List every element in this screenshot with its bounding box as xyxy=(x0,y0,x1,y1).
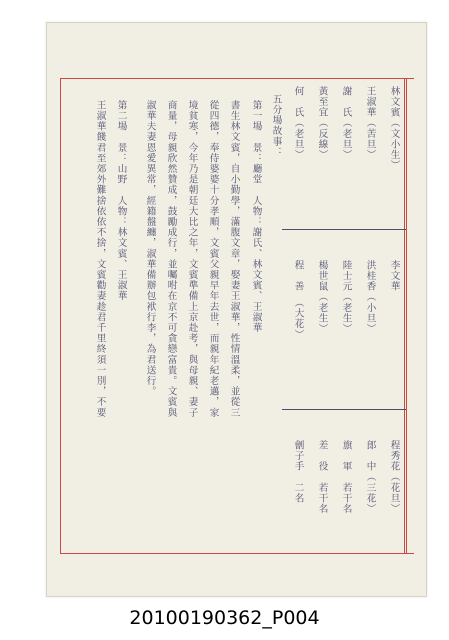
cast-entry: 王淑華（苦旦） xyxy=(364,86,376,161)
cast-entry: 旗 軍 若干名 xyxy=(340,440,352,515)
cast-entry: 謝 氏（老旦） xyxy=(340,86,352,161)
cast-divider-lower xyxy=(282,409,406,410)
scene1-line: 境貧寒，今年乃是朝廷大比之年，文賓準備上京赴考，與母親、妻子 xyxy=(186,100,198,418)
section-title: 五分場故事： xyxy=(270,94,282,158)
cast-entry: 程秀花（花旦） xyxy=(388,440,400,515)
scene1-line: 書生林文賓，自小勤學，滿腹文章，娶妻王淑華，性情溫柔，並從三 xyxy=(228,100,240,418)
cast-entry: 黃至宜（反線） xyxy=(316,86,328,161)
scene1-line: 淑華夫妻恩愛異常，經籍盤纏，淑華備辦包袱行李，為君送行。 xyxy=(144,100,156,397)
cast-entry: 劊子手 二名 xyxy=(292,440,304,504)
scene1-header: 第一場 景：廳堂 人物：謝氏、林文賓、王淑華 xyxy=(250,100,262,334)
image-caption: 20100190362_P004 xyxy=(129,607,320,629)
cast-divider-upper xyxy=(282,229,406,230)
cast-entry: 差 役 若干名 xyxy=(316,440,328,515)
cast-entry: 洪桂香（小旦） xyxy=(364,260,376,335)
cast-entry: 楊世鼠（老生） xyxy=(316,260,328,335)
scene2-header: 第二場 景：山野 人物：林文賓、王淑華 xyxy=(115,100,127,302)
scene1-line: 從四德，奉侍婆婆十分孝順，文賓父親早年去世，而親年紀老邁，家 xyxy=(207,100,219,418)
cast-entry: 程 善 （大花） xyxy=(292,260,304,340)
scene2-line: 王淑華餞君至郊外難捨依依不捨，文賓勸妻趁君千里終須一別，不要 xyxy=(94,100,106,418)
scene1-line: 商量，母親欣然贊成，鼓勵成行，並囑咐在京不可貪戀富貴。文賓與 xyxy=(165,100,177,418)
cast-entry: 林文賓（文小生） xyxy=(388,86,400,171)
cast-entry: 何 氏（老旦） xyxy=(292,86,304,161)
cast-entry: 李文華 xyxy=(388,260,400,292)
cast-entry: 郎 中（三花） xyxy=(364,440,376,515)
cast-entry: 陸士元（老生） xyxy=(340,260,352,335)
